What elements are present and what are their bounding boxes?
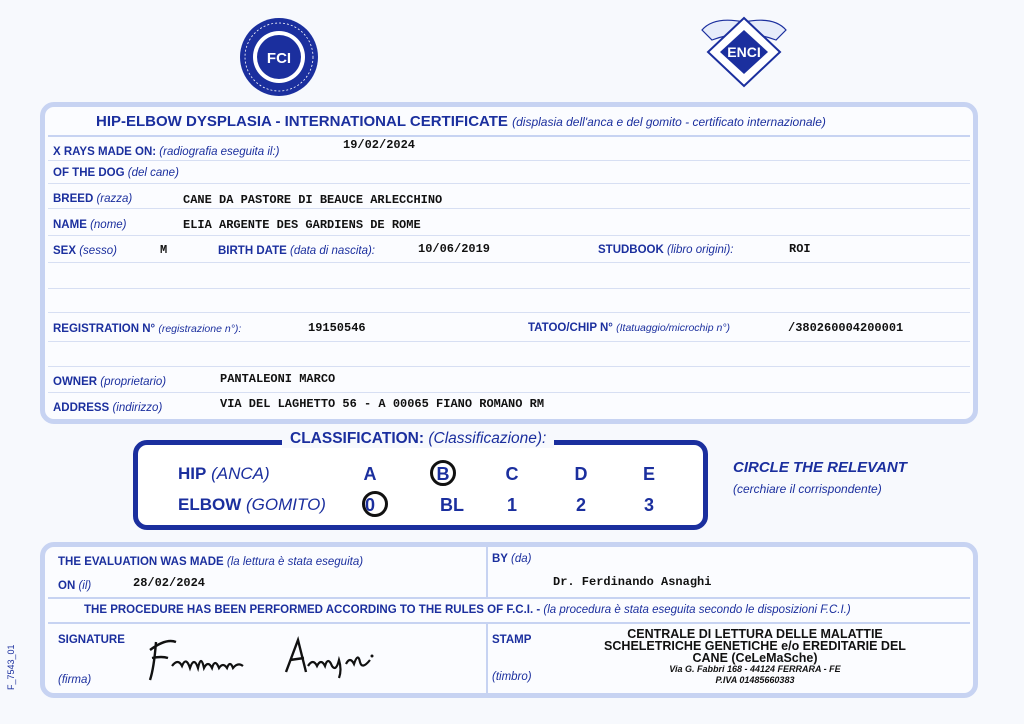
svg-text:FCI: FCI: [266, 50, 292, 67]
hip-grade-d: D: [574, 464, 588, 484]
birth-date-value: 10/06/2019: [418, 242, 491, 256]
form-code: F_7543_01: [6, 644, 16, 690]
enci-logo: [694, 10, 794, 90]
dog-name-value: ELIA ARGENTE DES GARDIENS DE ROME: [183, 218, 421, 232]
name-label: NAME (nome): [53, 219, 127, 231]
by-value: Dr. Ferdinando Asnaghi: [553, 575, 712, 589]
procedure-label: THE PROCEDURE HAS BEEN PERFORMED ACCORDING TO THE RULES OF F.C.I. - (la procedura è stata eseguita secondo le disposizioni F.C.I.): [84, 604, 851, 616]
stamp-label-it: (timbro): [492, 671, 532, 683]
birth-date-label: BIRTH DATE (data di nascita):: [218, 245, 375, 257]
sex-label: SEX (sesso): [53, 245, 117, 257]
sex-value: M: [160, 243, 168, 257]
fci-logo: [238, 16, 320, 98]
studbook-value: ROI: [789, 242, 811, 256]
breed-value: CANE DA PASTORE DI BEAUCE ARLECCHINO: [183, 193, 443, 207]
hip-grade-b: B: [436, 464, 450, 484]
hip-grade-c: C: [505, 464, 519, 484]
handwritten-signature: [146, 628, 386, 688]
owner-label: OWNER (proprietario): [53, 376, 167, 388]
xrays-value: 19/02/2024: [343, 138, 416, 152]
circle-note: CIRCLE THE RELEVANT: [733, 459, 907, 476]
hip-label: HIP (ANCA): [178, 464, 270, 483]
official-stamp: CENTRALE DI LETTURA DELLE MALATTIE SCHELETRICHE GENETICHE e/o EREDITARIE DEL CANE (CeLeMaSche) Via G. Fabbri 168 - 44124 FERRARA - FE P.IVA 01485660383: [604, 627, 906, 685]
classification-title: CLASSIFICATION: (Classificazione):: [282, 430, 554, 448]
signature-label-it: (firma): [58, 674, 92, 686]
chip-label: TATOO/CHIP N° (Itatuaggio/microchip n°): [528, 322, 731, 334]
address-value: VIA DEL LAGHETTO 56 - A 00065 FIANO ROMANO RM: [220, 397, 545, 411]
certificate-title: HIP-ELBOW DYSPLASIA - INTERNATIONAL CERTIFICATE (displasia dell'anca e del gomito - certificato internazionale): [96, 113, 826, 130]
evaluation-date-value: 28/02/2024: [133, 576, 206, 590]
elbow-selected-circle: [362, 491, 388, 517]
elbow-grade-3: 3: [643, 495, 654, 515]
stamp-label: STAMP: [492, 634, 532, 646]
xrays-label: X RAYS MADE ON: (radiografia eseguita il:): [53, 146, 280, 158]
hip-grade-e: E: [642, 464, 655, 484]
circle-note-it: (cerchiare il corrispondente): [733, 482, 882, 496]
evaluation-made-label: THE EVALUATION WAS MADE (la lettura è stata eseguita): [58, 556, 364, 568]
elbow-grade-2: 2: [575, 495, 586, 515]
signature-label: SIGNATURE: [58, 634, 125, 646]
hip-selected-circle: [430, 460, 456, 486]
chip-value: /380260004200001: [788, 321, 904, 335]
classification-box: [133, 440, 708, 530]
breed-label: BREED (razza): [53, 193, 133, 205]
studbook-label: STUDBOOK (libro origini):: [598, 244, 734, 256]
registration-label: REGISTRATION N° (registrazione n°):: [53, 323, 242, 335]
elbow-grade-bl: BL: [440, 495, 464, 515]
of-the-dog-label: OF THE DOG (del cane): [53, 167, 179, 179]
elbow-label: ELBOW (GOMITO): [178, 495, 326, 514]
by-label: BY (da): [492, 553, 532, 565]
evaluation-on-label: ON (il): [58, 580, 92, 592]
elbow-grade-1: 1: [506, 495, 517, 515]
owner-value: PANTALEONI MARCO: [220, 372, 336, 386]
elbow-grade-0: 0: [364, 495, 375, 515]
registration-value: 19150546: [308, 321, 366, 335]
svg-text:ENCI: ENCI: [727, 44, 761, 60]
address-label: ADDRESS (indirizzo): [53, 402, 163, 414]
hip-grade-a: A: [363, 464, 377, 484]
